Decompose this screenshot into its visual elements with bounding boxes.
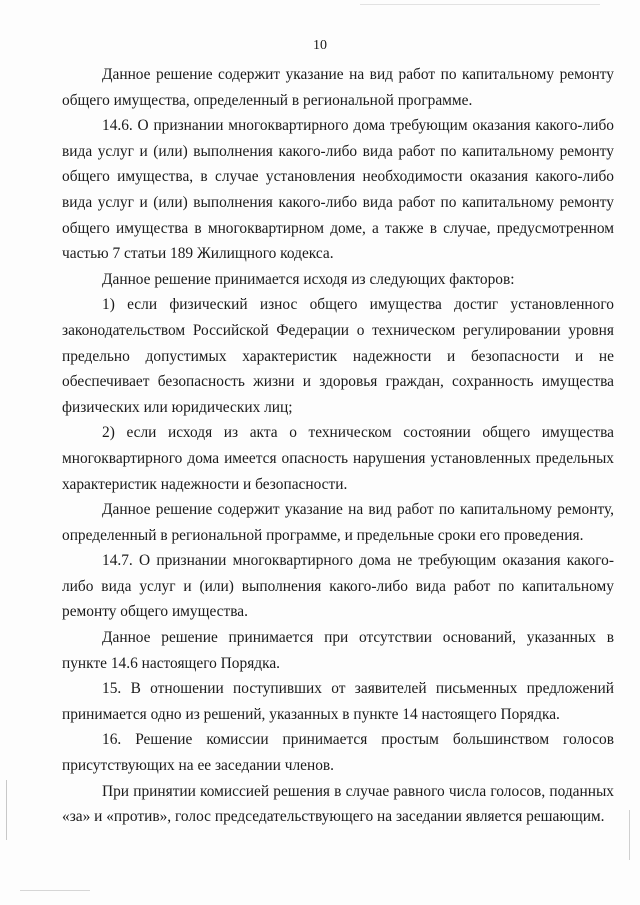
paragraph-15: 15. В отношении поступивших от заявителей письменных предложений принимается одно из решений, указанных в пункте 14 настоящего Порядка. [62,680,614,723]
paragraph-decision-content: Данное решение содержит указание на вид работ по капитальному ремонту общего имущества, определенный в региональной программе. [62,66,614,109]
scan-artifact-top [360,4,600,5]
paragraph-no-grounds: Данное решение принимается при отсутствии оснований, указанных в пункте 14.6 настоящего Порядка. [62,629,614,672]
scan-artifact-left-edge [6,780,7,840]
paragraph-factor-2: 2) если исходя из акта о техническом состоянии общего имущества многоквартирного дома имеется опасность нарушения установленных предельных характеристик надежности и безопасности. [62,424,614,493]
document-body [62,62,614,830]
paragraph-tie-vote: При принятии комиссией решения в случае равного числа голосов, поданных «за» и «против», голос председательствующего на заседании является решающим. [62,782,614,826]
paragraph-decision-deadlines: Данное решение содержит указание на вид работ по капитальному ремонту, определенный в региональной программе, и предельные сроки его проведения. [62,501,614,544]
paragraph-factor-1: 1) если физический износ общего имущества достиг установленного законодательством Российской Федерации о техническом регулировании уровня предельно допустимых характеристик надежности и безопасности и не обеспечивает безопасность жизни и здоровья граждан, сохранность имущества физических или юридических лиц; [62,296,614,416]
paragraph-14-6: 14.6. О признании многоквартирного дома требующим оказания какого-либо вида услуг и (или) выполнения какого-либо вида работ по капитальному ремонту общего имущества, в случае установления необходимости оказания какого-либо вида услуг и (или) выполнения какого-либо вида работ по капитальному ремонту общего имущества в многоквартирном доме, а также в случае, предусмотренном частью 7 статьи 189 Жилищного кодекса. [62,117,614,263]
scan-artifact-bottom [20,890,90,891]
paragraph-factors-intro: Данное решение принимается исходя из следующих факторов: [102,270,515,288]
paragraph-16: 16. Решение комиссии принимается простым большинством голосов присутствующих на ее заседании членов. [62,731,614,775]
scan-artifact-right-edge [629,810,630,860]
paragraph-14-7: 14.7. О признании многоквартирного дома не требующим оказания какого-либо вида услуг и (или) выполнения какого-либо вида работ по капитальному ремонту общего имущества. [62,552,614,621]
page-number: 10 [313,38,327,53]
